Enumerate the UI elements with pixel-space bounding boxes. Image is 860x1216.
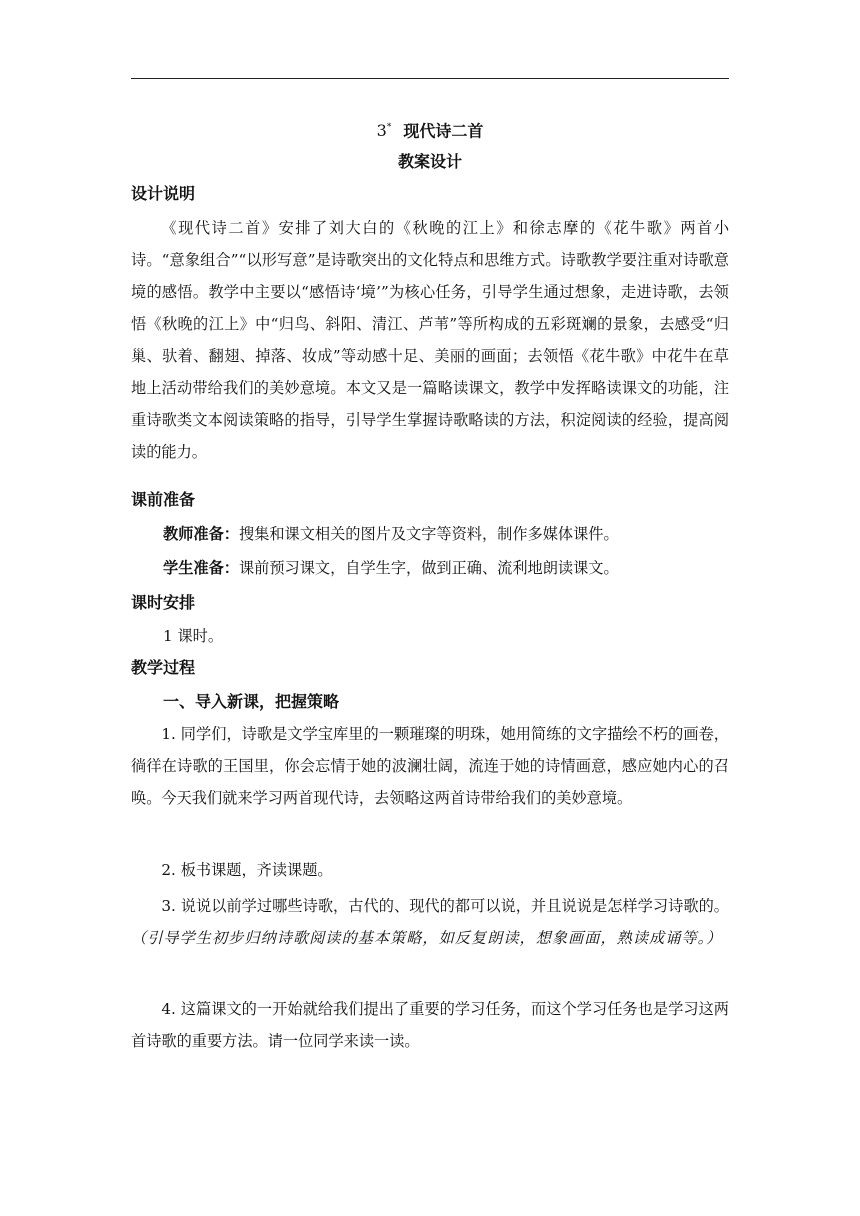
section-heading-schedule: 课时安排: [131, 593, 196, 612]
section-heading-preparation: 课前准备: [131, 490, 196, 509]
process-p3-main: 3. 说说以前学过哪些诗歌，古代的、现代的都可以说，并且说说是怎样学习诗歌的。: [161, 897, 729, 915]
header-rule: [131, 78, 729, 79]
section-heading-design: 设计说明: [131, 184, 196, 203]
student-prep-label: 学生准备：: [163, 559, 239, 577]
process-p3-note: （引导学生初步归纳诗歌阅读的基本策略，如反复朗读，想象画面，熟读成诵等。）: [131, 929, 723, 947]
lesson-title-text: 现代诗二首: [403, 121, 484, 141]
step-heading-intro: 一、导入新课，把握策略: [163, 692, 340, 711]
process-paragraph-1: 1. 同学们，诗歌是文学宝库里的一颗璀璨的明珠，她用简练的文字描绘不朽的画卷，徜徉在诗歌的王国里，你会忘情于她的波澜壮阔，流连于她的诗情画意，感应她内心的召唤。今天我们就来学习两首现代诗，去领略这两首诗带给我们的美妙意境。: [131, 725, 729, 807]
design-note-paragraph: 《现代诗二首》安排了刘大白的《秋晚的江上》和徐志摩的《花牛歌》两首小诗。“意象组合”“以形写意”是诗歌突出的文化特点和思维方式。诗歌教学要注重对诗歌意境的感悟。教学中主要以“感悟诗‘境’”为核心任务，引导学生通过想象，走进诗歌，去领悟《秋晚的江上》中“归鸟、斜阳、清江、芦苇”等所构成的五彩斑斓的景象，去感受“归巢、驮着、翻翅、掉落、妆成”等动感十足、美丽的画面；去领悟《花牛歌》中花牛在草地上活动带给我们的美妙意境。本文又是一篇略读课文，教学中发挥略读课文的功能，注重诗歌类文本阅读策略的指导，引导学生掌握诗歌略读的方法，积淀阅读的经验，提高阅读的能力。: [131, 219, 729, 461]
lesson-number: 3*: [376, 121, 392, 141]
process-paragraph-2: 2. 板书课题，齐读课题。: [161, 861, 333, 879]
section-heading-process: 教学过程: [131, 658, 196, 677]
teacher-prep-text: 搜集和课文相关的图片及文字等资料，制作多媒体课件。: [238, 525, 619, 543]
lesson-title: [131, 116, 729, 143]
process-paragraph-4: 4. 这篇课文的一开始就给我们提出了重要的学习任务，而这个学习任务也是学习这两首诗歌的重要方法。请一位同学来读一读。: [131, 1000, 729, 1050]
process-paragraph-3: [131, 890, 729, 954]
student-prep-text: 课前预习课文，自学生字，做到正确、流利地朗读课文。: [238, 559, 619, 577]
teacher-preparation: [163, 522, 619, 546]
schedule-text: 1 课时。: [163, 627, 224, 645]
teacher-prep-label: 教师准备：: [163, 525, 239, 543]
student-preparation: [163, 556, 619, 580]
page-subtitle: 教案设计: [397, 152, 462, 171]
